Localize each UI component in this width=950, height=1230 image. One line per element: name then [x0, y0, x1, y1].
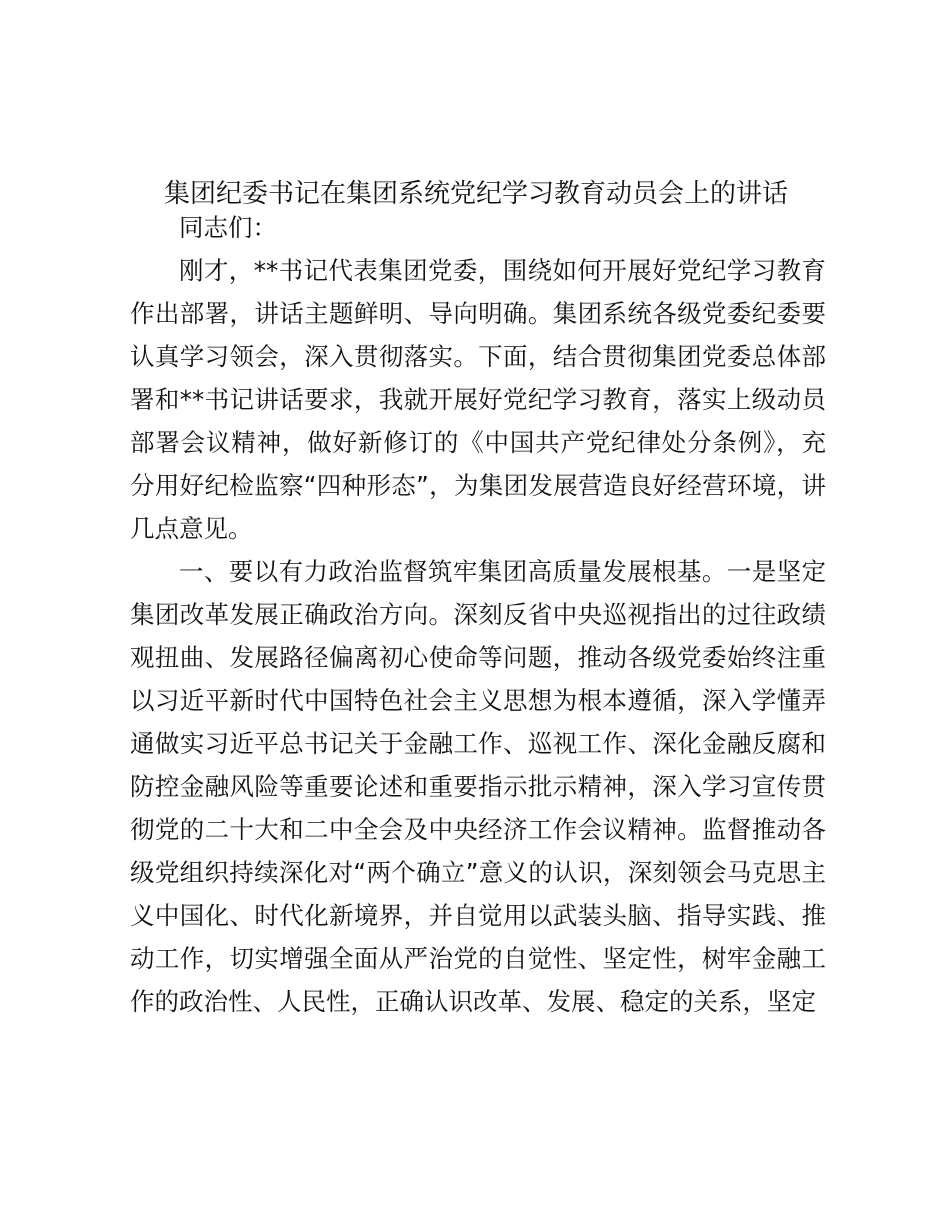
document-title: 集团纪委书记在集团系统党纪学习教育动员会上的讲话 — [163, 179, 788, 209]
salutation: 同志们： — [179, 213, 277, 242]
paragraph-section-one: 一、要以有力政治监督筑牢集团高质量发展根基。一是坚定集团改革发展正确政治方向。深刻反省中央巡视指出的过往政绩观扭曲、发展路径偏离初心使命等问题，推动各级党委始终注重以习近平新时代中国特色社会主义思想为根本遵循，深入学懂弄通做实习近平总书记关于金融工作、巡视工作、深化金融反腐和防控金融风险等重要论述和重要指示批示精神，深入学习宣传贯彻党的二十大和二中全会及中央经济工作会议精神。监督推动各级党组织持续深化对“两个确立”意义的认识，深刻领会马克思主义中国化、时代化新境界，并自觉用以武装头脑、指导实践、推动工作，切实增强全面从严治党的自觉性、坚定性，树牢金融工作的政治性、人民性，正确认识改革、发展、稳定的关系，坚定 — [130, 557, 826, 1016]
paragraph-intro: 刚才，**书记代表集团党委，围绕如何开展好党纪学习教育作出部署，讲话主题鲜明、导向明确。集团系统各级党委纪委要认真学习领会，深入贯彻落实。下面，结合贯彻集团党委总体部署和**书记讲话要求，我就开展好党纪学习教育，落实上级动员部署会议精神，做好新修订的《中国共产党纪律处分条例》，充分用好纪检监察“四种形态”，为集团发展营造良好经营环境，讲几点意见。 — [130, 256, 826, 543]
document-body — [130, 206, 826, 1023]
